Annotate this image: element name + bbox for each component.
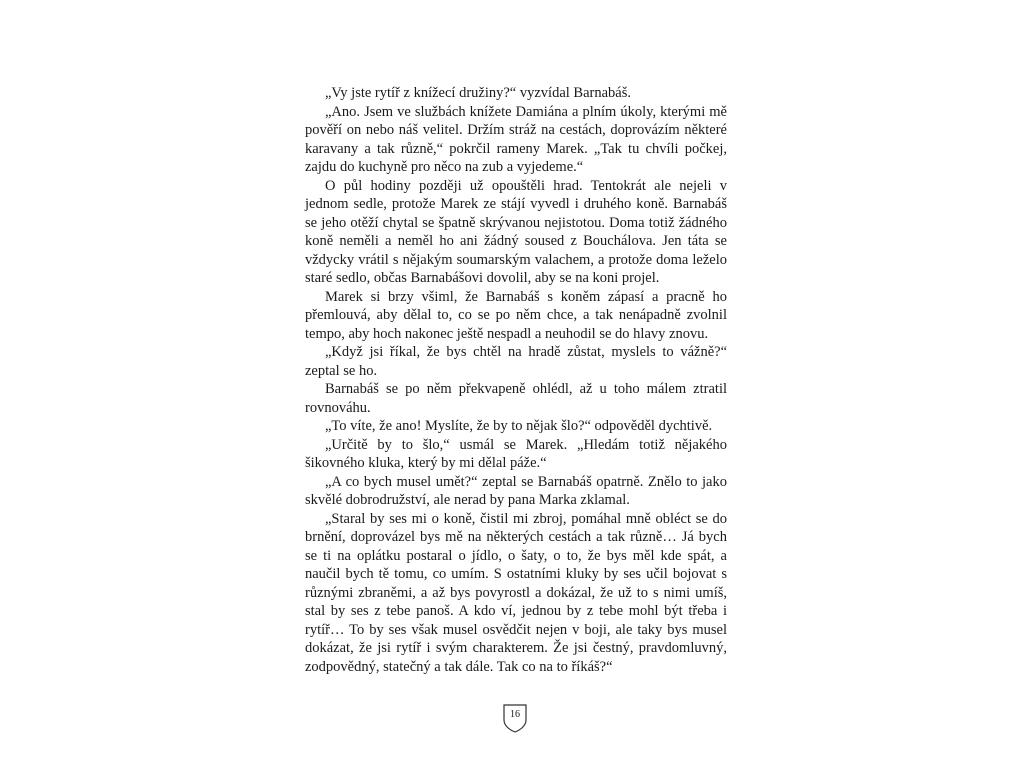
page-number: 16 [510, 709, 520, 720]
paragraph: „Když jsi říkal, že bys chtěl na hradě zůstat, myslels to vážně?“ zeptal se ho. [305, 344, 727, 379]
paragraph: „Určitě by to šlo,“ usmál se Marek. „Hledám totiž nějakého šikovného kluka, který by mi dělal páže.“ [305, 436, 727, 471]
paragraph: Barnabáš se po něm překvapeně ohlédl, až u toho málem ztratil rovnováhu. [305, 381, 727, 416]
page-number-badge [502, 703, 528, 733]
paragraph: O půl hodiny později už opouštěli hrad. Tentokrát ale nejeli v jednom sedle, protože Marek ze stájí vyvedl i druhého koně. Barnabáš se jeho otěží chytal se špatně skrývanou nejistotou. Doma totiž žádného koně neměli a neměl ho ani žádný soused z Bouchálova. Jen táta se vždycky vrátil s nějakým soumarským valachem, a protože doma leželo staré sedlo, občas Barnabášovi dovolil, aby se na koni projel. [305, 177, 727, 286]
paragraph: „A co bych musel umět?“ zeptal se Barnabáš opatrně. Znělo to jako skvělé dobrodružství, ale nerad by pana Marka zklamal. [305, 473, 727, 508]
paragraph: „Ano. Jsem ve službách knížete Damiána a plním úkoly, kterými mě pověří on nebo náš velitel. Držím stráž na cestách, doprovázím některé karavany a tak různě,“ pokrčil rameny Marek. „Tak tu chvíli počkej, zajdu do kuchyně pro něco na zub a vyjedeme.“ [305, 103, 727, 175]
body-text [305, 84, 727, 676]
paragraph: Marek si brzy všiml, že Barnabáš s koněm zápasí a pracně ho přemlouvá, aby dělal to, co se po něm chce, a tak nenápadně zvolnil tempo, aby hoch nakonec ještě nespadl a neuhodil se do hlavy znovu. [305, 288, 727, 342]
paragraph: „To víte, že ano! Myslíte, že by to nějak šlo?“ odpověděl dychtivě. [325, 418, 713, 434]
paragraph: „Staral by ses mi o koně, čistil mi zbroj, pomáhal mně obléct se do brnění, doprovázel bys mě na některých cestách a tak různě… Já bych se ti na oplátku postaral o jídlo, o šaty, o to, že bys měl kde spát, a naučil bych tě tomu, co umím. S ostatními kluky by ses učil bojovat s různými zbraněmi, a až bys povyrostl a dokázal, že už to s nimi umíš, stal by ses z tebe panoš. A kdo ví, jednou by z tebe mohl být třeba i rytíř… To by ses však musel osvědčit nejen v boji, ale taky bys musel dokázat, že jsi rytíř i svým charakterem. Že jsi čestný, pravdomluvný, zodpovědný, statečný a tak dále. Tak co na to říkáš?“ [305, 510, 727, 675]
paragraph: „Vy jste rytíř z knížecí družiny?“ vyzvídal Barnabáš. [325, 85, 631, 101]
